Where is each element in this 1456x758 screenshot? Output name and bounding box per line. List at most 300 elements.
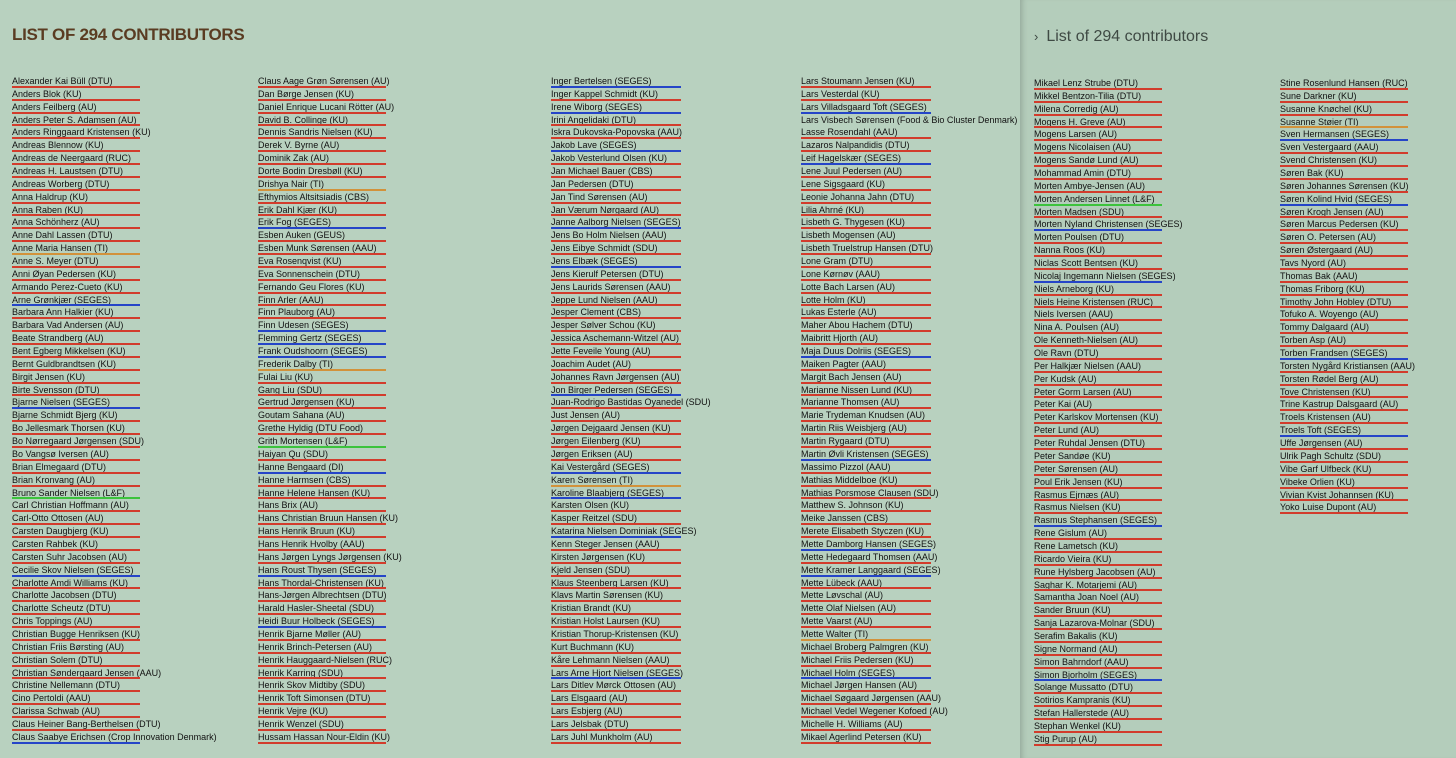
contributor-name: Dan Børge Jensen (KU) — [258, 88, 355, 99]
contributor-item — [1034, 527, 1183, 540]
contributor-item — [258, 512, 402, 525]
contributor-name: Anna Raben (KU) — [12, 204, 84, 215]
contributor-name: Maher Abou Hachem (DTU) — [801, 320, 913, 331]
contributor-item — [801, 577, 1017, 590]
contributor-item — [12, 178, 217, 191]
contributor-name: Carl-Otto Ottosen (AU) — [12, 513, 104, 524]
contributor-name: Sotirios Kampranis (KU) — [1034, 695, 1131, 706]
contributor-item — [258, 705, 402, 718]
contributor-name: Niels Arneborg (KU) — [1034, 283, 1115, 294]
contributor-name: Birgit Jensen (KU) — [12, 371, 86, 382]
contributor-name: Charlotte Jacobsen (DTU) — [12, 590, 117, 601]
contributor-item — [801, 242, 1017, 255]
contributor-item — [258, 667, 402, 680]
contributor-item — [12, 306, 217, 319]
contributor-item — [258, 88, 402, 101]
contributor-item — [551, 589, 711, 602]
contributor-item — [1034, 669, 1183, 682]
contributor-item — [1034, 257, 1183, 270]
contributor-item — [258, 731, 402, 744]
contributor-name: Rune Hylsberg Jacobsen (AU) — [1034, 566, 1156, 577]
contributor-name: Peter Ruhdal Jensen (DTU) — [1034, 438, 1146, 449]
contributor-item — [1034, 707, 1183, 720]
contributor-item — [258, 499, 402, 512]
contributor-item — [551, 191, 711, 204]
contributor-name: Vibe Garf Ulfbeck (KU) — [1280, 463, 1372, 474]
affiliation-underline — [1280, 512, 1408, 514]
contributor-item — [12, 371, 217, 384]
contributors-column-4 — [801, 75, 1017, 744]
contributor-item — [258, 487, 402, 500]
contributor-name: Andreas H. Laustsen (DTU) — [12, 166, 124, 177]
contributor-item — [801, 139, 1017, 152]
contributor-item — [551, 641, 711, 654]
contributor-name: Anne Dahl Lassen (DTU) — [12, 230, 113, 241]
contributor-item — [258, 306, 402, 319]
contributor-item — [12, 538, 217, 551]
contributor-name: Peter Sørensen (AU) — [1034, 463, 1119, 474]
contributor-name: Peter Sandøe (KU) — [1034, 450, 1111, 461]
contributor-item — [258, 461, 402, 474]
contributor-name: Henrik Toft Simonsen (DTU) — [258, 693, 371, 704]
contributor-item — [801, 75, 1017, 88]
contributor-name: Niels Heine Kristensen (RUC) — [1034, 296, 1154, 307]
contributor-name: Rasmus Nielsen (KU) — [1034, 502, 1121, 513]
contributor-name: Lars Stoumann Jensen (KU) — [801, 76, 915, 86]
contributor-name: Torben Asp (AU) — [1280, 335, 1347, 346]
contributor-item — [1280, 489, 1415, 502]
contributor-name: Karsten Olsen (KU) — [551, 500, 630, 511]
contributor-name: Clarissa Schwab (AU) — [12, 706, 101, 717]
contributor-item — [1280, 257, 1415, 270]
contributor-item — [551, 461, 711, 474]
contributor-name: Bruno Sander Nielsen (L&F) — [12, 487, 126, 498]
contributor-item — [258, 191, 402, 204]
contributor-name: Peter Lund (AU) — [1034, 425, 1100, 436]
contributor-name: Goutam Sahana (AU) — [258, 410, 345, 421]
contributor-item — [801, 165, 1017, 178]
contributor-name: Rene Lametsch (KU) — [1034, 540, 1119, 551]
contributor-name: Jørgen Eriksen (AU) — [551, 448, 633, 459]
contributor-item — [1034, 270, 1183, 283]
contributor-name: Mette Lübeck (AAU) — [801, 577, 883, 588]
contributor-name: Lasse Rosendahl (AAU) — [801, 127, 898, 138]
contributor-name: Nina A. Poulsen (AU) — [1034, 322, 1120, 333]
contributor-item — [1034, 489, 1183, 502]
contributor-name: Bjarne Schmidt Bjerg (KU) — [12, 410, 118, 421]
contributor-name: Anne S. Meyer (DTU) — [12, 256, 99, 267]
contributor-item — [12, 422, 217, 435]
contributor-name: Anders Peter S. Adamsen (AU) — [12, 114, 137, 125]
contributor-name: Lars Esbjerg (AU) — [551, 706, 623, 717]
contributor-item — [258, 538, 402, 551]
contributor-item — [1034, 476, 1183, 489]
contributor-name: Marianne Nissen Lund (KU) — [801, 384, 913, 395]
contributor-item — [12, 679, 217, 692]
contributor-name: Morten Andersen Linnet (L&F) — [1034, 193, 1155, 204]
contributor-name: Inger Bertelsen (SEGES) — [551, 76, 652, 86]
contributor-name: Jon Birger Pedersen (SEGES) — [551, 384, 673, 395]
contributor-item — [801, 255, 1017, 268]
contributor-item — [1034, 656, 1183, 669]
contributor-item — [258, 396, 402, 409]
contributor-name: Stig Purup (AU) — [1034, 733, 1098, 744]
contributor-item — [551, 294, 711, 307]
contributor-item — [1034, 244, 1183, 257]
contributor-name: Harald Hasler-Sheetal (SDU) — [258, 603, 375, 614]
contributor-item — [801, 396, 1017, 409]
contributor-name: Leonie Johanna Jahn (DTU) — [801, 191, 915, 202]
contributor-name: Iskra Dukovska-Popovska (AAU) — [551, 127, 683, 138]
contributor-name: Grethe Hyldig (DTU Food) — [258, 423, 364, 434]
contributor-item — [1034, 540, 1183, 553]
sidebar-title[interactable] — [1034, 28, 1208, 46]
contributor-item — [1034, 116, 1183, 129]
contributor-name: Stine Rosenlund Hansen (RUC) — [1280, 78, 1408, 88]
contributor-item — [12, 461, 217, 474]
contributor-item — [1034, 591, 1183, 604]
contributor-name: Henrik Hauggaard-Nielsen (RUC) — [258, 654, 393, 665]
contributor-item — [551, 204, 711, 217]
contributor-name: Nicolaj Ingemann Nielsen (SEGES) — [1034, 270, 1176, 281]
contributor-item — [12, 692, 217, 705]
contributor-item — [1280, 218, 1415, 231]
contributor-name: Frederik Dalby (TI) — [258, 358, 334, 369]
contributor-item — [12, 499, 217, 512]
contributor-name: Brian Elmegaard (DTU) — [12, 461, 107, 472]
contributor-item — [801, 564, 1017, 577]
contributor-item — [1280, 77, 1415, 90]
contributor-item — [258, 474, 402, 487]
contributor-item — [258, 126, 402, 139]
contributor-name: Serafim Bakalis (KU) — [1034, 630, 1118, 641]
contributor-name: Martin Øvli Kristensen (SEGES) — [801, 448, 929, 459]
contributor-item — [12, 641, 217, 654]
contributor-name: Søren Krogh Jensen (AU) — [1280, 206, 1384, 217]
contributor-item — [12, 204, 217, 217]
contributor-item — [801, 306, 1017, 319]
contributor-name: Peter Kai (AU) — [1034, 399, 1093, 410]
contributor-name: Kristian Brandt (KU) — [551, 603, 632, 614]
contributor-item — [551, 654, 711, 667]
contributor-name: Lone Kørnøv (AAU) — [801, 268, 881, 279]
contributor-item — [801, 319, 1017, 332]
contributor-item — [551, 88, 711, 101]
contributor-item — [1280, 463, 1415, 476]
contributor-name: Lukas Esterle (AU) — [801, 307, 877, 318]
contributor-item — [1034, 604, 1183, 617]
contributor-item — [12, 165, 217, 178]
contributor-name: Sander Bruun (KU) — [1034, 605, 1111, 616]
contributor-item — [1034, 411, 1183, 424]
contributor-name: Lars Visbech Sørensen (Food & Bio Cluster Denmark) — [801, 114, 1018, 125]
contributor-item — [1034, 450, 1183, 463]
contributor-name: Barbara Vad Andersen (AU) — [12, 320, 124, 331]
contributor-name: Martin Riis Weisbjerg (AU) — [801, 423, 907, 434]
contributor-item — [12, 474, 217, 487]
contributor-name: Lotte Bach Larsen (AU) — [801, 281, 896, 292]
contributor-item — [801, 204, 1017, 217]
contributor-name: Mikkel Bentzon-Tilia (DTU) — [1034, 90, 1142, 101]
contributor-item — [1034, 463, 1183, 476]
contributor-name: Hans Jørgen Lyngs Jørgensen (KU) — [258, 551, 402, 562]
contributor-name: Jens Elbæk (SEGES) — [551, 256, 638, 267]
contributor-name: Rasmus Stephansen (SEGES) — [1034, 515, 1158, 526]
contributor-item — [258, 564, 402, 577]
contributor-name: Anders Blok (KU) — [12, 88, 82, 99]
contributor-item — [551, 371, 711, 384]
contributor-name: Saghar K. Motarjemi (AU) — [1034, 579, 1138, 590]
contributor-item — [551, 577, 711, 590]
contributor-name: Esben Auken (GEUS) — [258, 230, 346, 241]
contributor-name: Janne Aalborg Nielsen (SEGES) — [551, 217, 681, 228]
contributor-name: Jan Værum Nørgaard (AU) — [551, 204, 660, 215]
contributor-item — [12, 615, 217, 628]
contributor-name: Søren Kolind Hvid (SEGES) — [1280, 193, 1393, 204]
contributor-item — [258, 718, 402, 731]
contributor-name: Henrik Brinch-Petersen (AU) — [258, 641, 373, 652]
contributor-name: Anders Ringgaard Kristensen (KU) — [12, 127, 151, 138]
contributor-item — [258, 577, 402, 590]
contributors-column-3 — [551, 75, 711, 744]
contributor-name: Christian Søndergaard Jensen (AAU) — [12, 667, 162, 678]
contributor-name: Gertrud Jørgensen (KU) — [258, 397, 355, 408]
contributor-name: Finn Arler (AAU) — [258, 294, 324, 305]
contributor-item — [12, 88, 217, 101]
contributor-item — [551, 422, 711, 435]
contributor-item — [551, 525, 711, 538]
contributors-column-6 — [1280, 77, 1415, 514]
contributor-name: Efthymios Altsitsiadis (CBS) — [258, 191, 370, 202]
chevron-right-icon: › — [1034, 29, 1039, 44]
contributor-item — [801, 551, 1017, 564]
contributor-item — [12, 435, 217, 448]
contributor-item — [258, 178, 402, 191]
contributor-item — [12, 216, 217, 229]
contributor-item — [801, 461, 1017, 474]
contributor-item — [12, 281, 217, 294]
contributor-item — [801, 384, 1017, 397]
contributor-item — [258, 358, 402, 371]
contributor-name: Stephan Wenkel (KU) — [1034, 720, 1121, 731]
contributor-name: Charlotte Scheutz (DTU) — [12, 603, 111, 614]
contributor-item — [801, 679, 1017, 692]
contributor-name: Lone Gram (DTU) — [801, 256, 874, 267]
contributor-name: Lisbeth Truelstrup Hansen (DTU) — [801, 243, 934, 254]
contributor-item — [801, 499, 1017, 512]
contributor-item — [1280, 296, 1415, 309]
contributor-name: Charlotte Amdi Williams (KU) — [12, 577, 129, 588]
contributor-item — [1034, 167, 1183, 180]
contributor-item — [1034, 308, 1183, 321]
contributor-name: Hanne Helene Hansen (KU) — [258, 487, 371, 498]
contributor-item — [1034, 720, 1183, 733]
contributor-name: Erik Dahl Kjær (KU) — [258, 204, 338, 215]
contributor-name: Henrik Bjarne Møller (AU) — [258, 628, 362, 639]
contributor-item — [1034, 90, 1183, 103]
contributor-name: Mikael Agerlind Petersen (KU) — [801, 731, 922, 742]
contributor-item — [12, 191, 217, 204]
contributor-name: Matthew S. Johnson (KU) — [801, 500, 904, 511]
contributor-item — [258, 345, 402, 358]
contributors-column-5 — [1034, 77, 1183, 746]
contributor-item — [1034, 283, 1183, 296]
contributor-name: Jens Kierulf Petersen (DTU) — [551, 268, 664, 279]
contributor-name: Mette Olaf Nielsen (AU) — [801, 603, 897, 614]
contributor-name: Mathias Porsmose Clausen (SDU) — [801, 487, 939, 498]
contributor-name: Hanne Bengaard (DI) — [258, 461, 344, 472]
contributor-name: Sune Darkner (KU) — [1280, 90, 1357, 101]
contributor-name: Arne Grønkjær (SEGES) — [12, 294, 112, 305]
sidebar-title-label: List of 294 contributors — [1046, 28, 1209, 45]
contributor-name: Jesper Sølver Schou (KU) — [551, 320, 656, 331]
contributor-name: Jessica Aschemann-Witzel (AU) — [551, 333, 680, 344]
contributor-item — [1034, 566, 1183, 579]
contributor-name: Gang Liu (SDU) — [258, 384, 323, 395]
contributor-name: Henrik Wenzel (SDU) — [258, 718, 344, 729]
contributor-item — [801, 641, 1017, 654]
contributor-name: Carl Christian Hoffmann (AU) — [12, 500, 129, 511]
contributor-name: Anna Schönherz (AU) — [12, 217, 100, 228]
contributor-name: Christian Bugge Henriksen (KU) — [12, 628, 141, 639]
contributor-name: Jens Laurids Sørensen (AAU) — [551, 281, 671, 292]
contributor-name: Fernando Geu Flores (KU) — [258, 281, 365, 292]
contributor-name: Juan-Rodrigo Bastidas Oyanedel (SDU) — [551, 397, 711, 408]
contributor-name: Irene Wiborg (SEGES) — [551, 101, 643, 112]
contributor-item — [801, 512, 1017, 525]
contributor-item — [12, 654, 217, 667]
contributor-item — [1034, 398, 1183, 411]
contributor-item — [1280, 398, 1415, 411]
contributor-item — [801, 667, 1017, 680]
contributor-name: Hans Henrik Hvolby (AAU) — [258, 538, 365, 549]
contributor-name: Joachim Audet (AU) — [551, 358, 632, 369]
contributor-item — [258, 332, 402, 345]
contributor-name: Sven Vestergaard (AAU) — [1280, 142, 1379, 153]
contributor-name: Hans Brix (AU) — [258, 500, 319, 511]
contributor-name: Thomas Friborg (KU) — [1280, 283, 1365, 294]
contributor-name: Dominik Zak (AU) — [258, 153, 330, 164]
contributor-name: Fulai Liu (KU) — [258, 371, 314, 382]
contributor-item — [551, 281, 711, 294]
contributor-name: Kai Vestergård (SEGES) — [551, 461, 650, 472]
contributor-item — [551, 448, 711, 461]
contributor-name: Michael Søgaard Jørgensen (AAU) — [801, 693, 942, 704]
contributor-item — [1034, 386, 1183, 399]
contributor-name: Marie Trydeman Knudsen (AU) — [801, 410, 926, 421]
contributor-name: Søren O. Petersen (AU) — [1280, 232, 1377, 243]
contributor-item — [1280, 373, 1415, 386]
contributor-name: Mette Kramer Langgaard (SEGES) — [801, 564, 941, 575]
contributors-column-2 — [258, 75, 402, 744]
contributor-name: Mogens Sandø Lund (AU) — [1034, 155, 1139, 166]
contributor-name: Susanne Støier (TI) — [1280, 116, 1359, 127]
contributor-name: Esben Munk Sørensen (AAU) — [258, 243, 377, 254]
contributor-name: Christian Friis Børsting (AU) — [12, 641, 125, 652]
contributor-name: Kurt Buchmann (KU) — [551, 641, 635, 652]
contributor-item — [551, 165, 711, 178]
contributor-name: Cino Pertoldi (AAU) — [12, 693, 91, 704]
contributor-item — [12, 628, 217, 641]
contributor-item — [801, 615, 1017, 628]
contributor-name: Søren Østergaard (AU) — [1280, 245, 1374, 256]
contributor-item — [551, 679, 711, 692]
contributor-item — [801, 371, 1017, 384]
affiliation-underline — [1034, 744, 1162, 746]
contributor-item — [551, 731, 711, 744]
contributor-item — [1280, 90, 1415, 103]
contributor-name: Cecilie Skov Nielsen (SEGES) — [12, 564, 134, 575]
contributor-item — [258, 255, 402, 268]
contributor-item — [801, 654, 1017, 667]
contributor-name: Hans Henrik Bruun (KU) — [258, 526, 356, 537]
contributor-name: Erik Fog (SEGES) — [258, 217, 332, 228]
contributor-item — [551, 75, 711, 88]
contributor-item — [1034, 501, 1183, 514]
contributor-name: Jakob Vesterlund Olsen (KU) — [551, 153, 668, 164]
contributor-name: Jesper Clement (CBS) — [551, 307, 642, 318]
contributor-item — [551, 126, 711, 139]
contributor-item — [1280, 476, 1415, 489]
contributor-item — [12, 75, 217, 88]
contributor-name: Susanne Knøchel (KU) — [1280, 103, 1373, 114]
contributor-name: Bo Nørregaard Jørgensen (SDU) — [12, 436, 145, 447]
contributor-name: Yoko Luise Dupont (AU) — [1280, 502, 1377, 513]
contributor-name: Jan Tind Sørensen (AU) — [551, 191, 648, 202]
contributor-item — [551, 667, 711, 680]
contributor-name: Anni Øyan Pedersen (KU) — [12, 268, 117, 279]
contributor-item — [258, 139, 402, 152]
contributor-name: Peter Gorm Larsen (AU) — [1034, 386, 1132, 397]
contributor-item — [551, 615, 711, 628]
contributor-name: Lotte Holm (KU) — [801, 294, 866, 305]
contributor-name: Mette Hedegaard Thomsen (AAU) — [801, 551, 938, 562]
contributor-name: Andreas de Neergaard (RUC) — [12, 153, 132, 164]
contributor-item — [1034, 321, 1183, 334]
contributor-item — [801, 216, 1017, 229]
contributor-item — [1280, 206, 1415, 219]
contributor-item — [258, 435, 402, 448]
contributor-name: Kasper Reitzel (SDU) — [551, 513, 638, 524]
contributor-item — [258, 75, 402, 88]
contributor-name: Nanna Roos (KU) — [1034, 245, 1106, 256]
contributor-item — [801, 474, 1017, 487]
contributor-name: Mikael Lenz Strube (DTU) — [1034, 78, 1139, 88]
contributor-item — [258, 615, 402, 628]
contributor-item — [1280, 270, 1415, 283]
contributor-item — [258, 525, 402, 538]
contributor-name: Armando Perez-Cueto (KU) — [12, 281, 123, 292]
contributor-item — [551, 319, 711, 332]
contributor-item — [1280, 334, 1415, 347]
contributor-name: Per Kudsk (AU) — [1034, 373, 1097, 384]
contributor-item — [801, 538, 1017, 551]
contributor-item — [258, 448, 402, 461]
contributor-item — [801, 178, 1017, 191]
contributor-item — [801, 448, 1017, 461]
contributor-item — [1034, 128, 1183, 141]
contributor-name: Sanja Lazarova-Molnar (SDU) — [1034, 618, 1155, 629]
contributor-name: Henrik Karring (SDU) — [258, 667, 344, 678]
contributor-item — [551, 384, 711, 397]
contributor-item — [1034, 579, 1183, 592]
contributor-item — [1280, 244, 1415, 257]
contributor-name: Søren Bak (KU) — [1280, 168, 1344, 179]
contributor-name: Jens Bo Holm Nielsen (AAU) — [551, 230, 667, 241]
contributor-name: Bernt Guldbrandtsen (KU) — [12, 358, 117, 369]
contributor-name: Michael Jørgen Hansen (AU) — [801, 680, 918, 691]
contributor-name: Lars Elsgaard (AU) — [551, 693, 628, 704]
